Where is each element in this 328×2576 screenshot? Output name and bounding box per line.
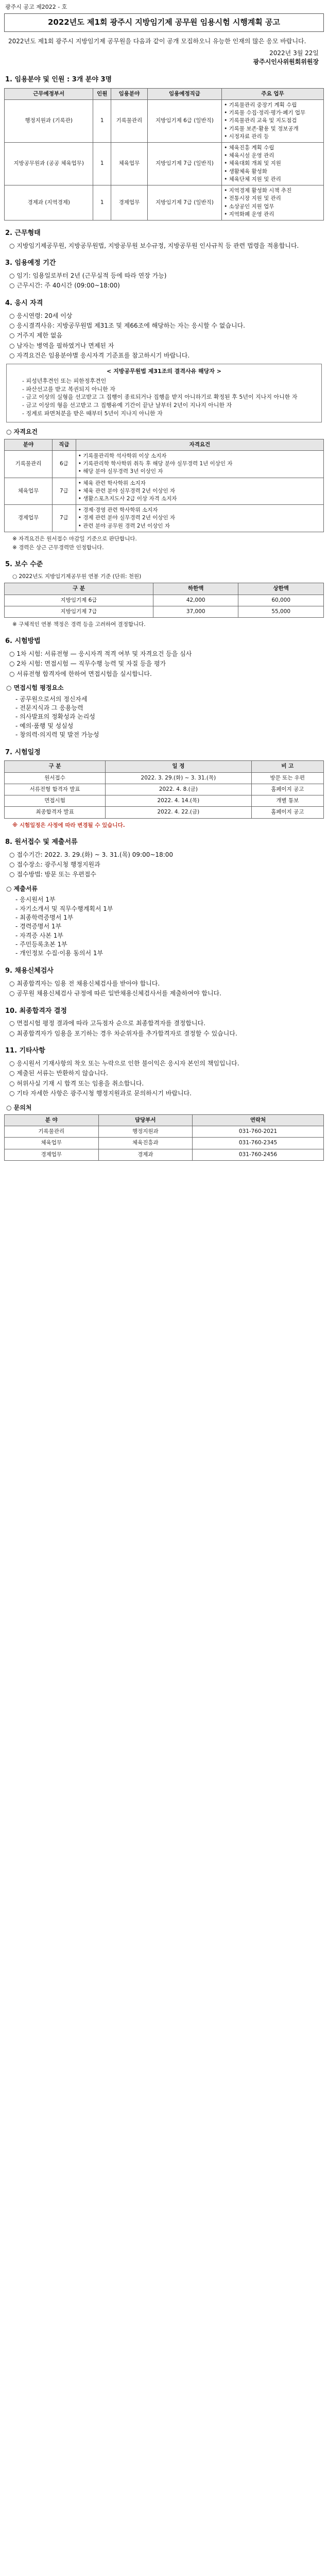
duties-cell (222, 185, 324, 221)
list-item: ○ 접수기간: 2022. 3. 29.(화) ~ 3. 31.(목) 09:00~18:00 (9, 851, 324, 859)
duty-item: • 기록물 수집·정리·평가·폐기 업무 (224, 110, 306, 116)
table-header-cell: 비 고 (251, 761, 323, 772)
date-cell: 2022. 3. 29.(화) ~ 3. 31.(목) (106, 772, 252, 784)
table-header-cell: 임용예정직급 (147, 88, 221, 99)
table-header-cell: 담당부서 (98, 1114, 193, 1126)
requirements-cell (76, 450, 323, 478)
section-9-heading: 9. 채용신체검사 (5, 967, 54, 975)
section-3-heading: 3. 임용예정 기간 (5, 259, 56, 267)
section-4-list (4, 312, 324, 361)
table-row (5, 595, 324, 606)
list-item: ○ 접수방법: 방문 또는 우편접수 (9, 870, 324, 879)
list-item: - 응시원서 1부 (15, 895, 324, 904)
dept-cell: 행정지원과 (98, 1126, 193, 1138)
requirement-item: • 기록관리학 학사학위 취득 후 해당 분야 실무경력 1년 이상인 자 (78, 461, 233, 467)
table-row (5, 478, 324, 505)
dept-cell: 경제과 (98, 1149, 193, 1160)
section-11-heading: 11. 기타사항 (5, 1047, 45, 1055)
duty-item: • 지역경제 활성화 시책 추진 (224, 188, 292, 194)
table-header-cell: 연락처 (193, 1114, 324, 1126)
list-item: - 피성년후견인 또는 피한정후견인 (22, 377, 317, 385)
requirement-item: • 관련 분야 공무원 경력 2년 이상인 자 (78, 522, 170, 529)
notice-page (0, 0, 328, 1170)
list-item: ○ 접수장소: 광주시청 행정지원과 (9, 860, 324, 869)
requirement-item: • 기록물관리학 석사학위 이상 소지자 (78, 452, 167, 459)
notice-org: 광주시인사위원회위원장 (253, 58, 319, 66)
tel-cell: 031-760-2345 (193, 1138, 324, 1149)
table-row (5, 185, 324, 221)
section-5-heading: 5. 보수 수준 (5, 561, 43, 569)
list-item: ○ 응시결격사유: 지방공무원법 제31조 및 제66조에 해당하는 자는 응시할 수 없습니다. (9, 321, 324, 330)
section-10-list (4, 1019, 324, 1038)
dept-cell: 지방공무원과 (공공 체육업무) (5, 143, 93, 185)
list-item: - 공무원으로서의 정신자세 (15, 695, 324, 704)
label-cell: 최종합격자 발표 (5, 807, 106, 818)
section-2-heading: 2. 근무형태 (5, 229, 41, 237)
table-header-cell: 상한액 (238, 583, 324, 595)
section-6-heading: 6. 시험방법 (5, 637, 41, 646)
requirements-cell (76, 505, 323, 532)
section-7-heading: 7. 시험일정 (5, 748, 41, 756)
tel-cell: 031-760-2456 (193, 1149, 324, 1160)
section-8-list (4, 851, 324, 879)
list-item: ○ 임기: 임용일로부터 2년 (근무실적 등에 따라 연장 가능) (9, 272, 324, 280)
notice-title: 2022년도 제1회 광주시 지방임기제 공무원 임용시험 시행계획 공고 (4, 13, 324, 32)
qualification-table (4, 439, 324, 532)
field-cell: 체육업무 (5, 1138, 99, 1149)
type-cell: 지방임기제 6급 (5, 595, 153, 606)
contact-table (4, 1114, 324, 1161)
list-item: - 창의력·의지력 및 발전 가능성 (15, 731, 324, 739)
salary-note: ※ 구체적인 연봉 책정은 경력 등을 고려하여 결정합니다. (12, 621, 146, 628)
section-8-heading: 8. 원서접수 및 제출서류 (5, 838, 78, 846)
list-item: - 개인정보 수집·이용 동의서 1부 (15, 949, 324, 958)
list-item: - 의사발표의 정확성과 논리성 (15, 713, 324, 721)
table-row (5, 795, 324, 807)
max-cell: 60,000 (238, 595, 324, 606)
duty-item: • 기록물관리 중장기 계획 수립 (224, 101, 297, 108)
section-3-list (4, 272, 324, 291)
type-cell: 지방임기제 7급 (5, 606, 153, 617)
notice-number: 광주시 공고 제2022 - 호 (5, 4, 67, 10)
note-line: ※ 경력은 상근 근무경력만 인정합니다. (12, 545, 104, 551)
list-item: - 파산선고를 받고 복권되지 아니한 자 (22, 385, 317, 394)
table-header-cell: 근무예정부서 (5, 88, 93, 99)
qualification-notes (4, 535, 324, 552)
date-cell: 2022. 4. 22.(금) (106, 807, 252, 818)
min-cell: 37,000 (153, 606, 238, 617)
grade-cell: 지방임기제 7급 (일반직) (147, 143, 221, 185)
section-6-list (4, 650, 324, 679)
disqualification-title: < 지방공무원법 제31조의 결격사유 해당자 > (107, 367, 221, 375)
duty-item: • 소상공인 지원 업무 (224, 203, 274, 210)
grade-cell: 지방임기제 6급 (일반직) (147, 99, 221, 142)
table-row (5, 1138, 324, 1149)
table-row (5, 784, 324, 795)
disqualification-box (6, 364, 322, 423)
date-cell: 2022. 4. 14.(목) (106, 795, 252, 807)
list-item: ○ 자격요건은 임용분야별 응시자격 기준표를 참고하시기 바랍니다. (9, 351, 324, 360)
list-item: - 징계로 파면처분을 받은 때부터 5년이 지나지 아니한 자 (22, 410, 317, 418)
notice-date: 2022년 3월 22일 (269, 49, 319, 57)
field-cell: 경제업무 (111, 185, 148, 221)
list-item: - 금고 이상의 형을 선고받고 그 집행유예 기간이 끝난 날부터 2년이 지나지 아니한 자 (22, 401, 317, 410)
duty-item: • 생활체육 활성화 (224, 168, 267, 175)
dept-cell: 행정지원과 (기록관) (5, 99, 93, 142)
duty-item: • 전통시장 지원 및 관리 (224, 195, 281, 202)
table-row (5, 606, 324, 617)
requirements-cell (76, 478, 323, 505)
label-cell: 면접시험 (5, 795, 106, 807)
note-cell: 개별 통보 (251, 795, 323, 807)
field-cell: 기록물관리 (5, 1126, 99, 1138)
duty-item: • 기록물 보존·활용 및 정보공개 (224, 125, 299, 132)
list-item: ○ 제출된 서류는 반환하지 않습니다. (9, 1069, 324, 1078)
label-cell: 서류전형 합격자 발표 (5, 784, 106, 795)
list-item: ○ 면접시험 평정 결과에 따라 고득점자 순으로 최종합격자를 결정합니다. (9, 1019, 324, 1028)
list-item: ○ 지방임기제공무원, 지방공무원법, 지방공무원 보수규정, 지방공무원 인사규칙 등 관련 법령을 적용합니다. (9, 242, 324, 250)
table-row (5, 1149, 324, 1160)
table-row (5, 1126, 324, 1138)
table-header-cell: 분 야 (5, 1114, 99, 1126)
notice-lead: 2022년도 제1회 광주시 지방임기제 공무원을 다음과 같이 공개 모집하오니 유능한 인재의 많은 응모 바랍니다. (8, 37, 306, 45)
table-header-cell: 자격요건 (76, 439, 323, 450)
table-row (5, 807, 324, 818)
table-row (5, 505, 324, 532)
requirement-item: • 해당 분야 실무경력 3년 이상인 자 (78, 468, 163, 475)
field-cell: 기록물관리 (111, 99, 148, 142)
list-item: - 주민등록초본 1부 (15, 940, 324, 949)
count-cell: 1 (93, 143, 111, 185)
section-1-heading: 1. 임용분야 및 인원 : 3개 분야 3명 (5, 75, 112, 83)
requirement-item: • 체육 관련 학사학위 소지자 (78, 480, 146, 486)
list-item: ○ 서류전형 합격자에 한하여 면접시험을 실시합니다. (9, 670, 324, 679)
dept-cell: 경제과 (지역경제) (5, 185, 93, 221)
duty-item: • 체육시설 운영 관리 (224, 152, 274, 159)
table-row (5, 772, 324, 784)
list-item: ○ 허위사실 기재 시 합격 또는 임용을 취소합니다. (9, 1079, 324, 1088)
list-item: - 경력증명서 1부 (15, 922, 324, 931)
list-item: ○ 거주지 제한 없음 (9, 331, 324, 340)
duty-item: • 지역화폐 운영 관리 (224, 211, 274, 217)
field-cell: 기록물관리 (5, 450, 53, 478)
note-cell: 홈페이지 공고 (251, 784, 323, 795)
schedule-note: ※ 시험일정은 사정에 따라 변경될 수 있습니다. (12, 822, 125, 828)
field-cell: 경제업무 (5, 1149, 99, 1160)
grade-cell: 7급 (53, 505, 76, 532)
count-cell: 1 (93, 99, 111, 142)
note-line: ※ 자격요건은 원서접수 마감일 기준으로 판단합니다. (12, 535, 137, 542)
schedule-table (4, 760, 324, 818)
list-item: - 전문지식과 그 응용능력 (15, 704, 324, 713)
documents-title: ○ 제출서류 (6, 885, 38, 892)
list-item: ○ 최종합격자가 임용을 포기하는 경우 차순위자를 추가합격자로 결정할 수 있습니다. (9, 1029, 324, 1038)
table-header-cell: 구 분 (5, 761, 106, 772)
salary-table (4, 583, 324, 618)
documents-list (4, 895, 324, 958)
field-cell: 체육업무 (111, 143, 148, 185)
list-item: ○ 공무원 채용신체검사 규정에 따른 일반채용신체검사서를 제출하여야 합니다. (9, 989, 324, 998)
field-cell: 체육업무 (5, 478, 53, 505)
duty-item: • 체육대회 개최 및 지원 (224, 160, 281, 167)
salary-caption: ○ 2022년도 지방임기제공무원 연봉 기준 (단위: 천원) (12, 573, 142, 580)
list-item: ○ 2차 시험: 면접시험 — 직무수행 능력 및 자질 등을 평가 (9, 659, 324, 668)
note-cell: 방문 또는 우편 (251, 772, 323, 784)
max-cell: 55,000 (238, 606, 324, 617)
contact-title: ○ 문의처 (6, 1104, 32, 1111)
table-header-cell: 하한액 (153, 583, 238, 595)
table-header-cell: 직급 (53, 439, 76, 450)
table-header-cell: 일 정 (106, 761, 252, 772)
list-item: - 금고 이상의 실형을 선고받고 그 집행이 종료되거나 집행을 받지 아니하기로 확정된 후 5년이 지나지 아니한 자 (22, 393, 317, 401)
grade-cell: 6급 (53, 450, 76, 478)
list-item: ○ 응시연령: 20세 이상 (9, 312, 324, 320)
list-item: - 자격증 사본 1부 (15, 931, 324, 940)
positions-table (4, 88, 324, 221)
grade-cell: 지방임기제 7급 (일반직) (147, 185, 221, 221)
table-row (5, 99, 324, 142)
list-item: - 자기소개서 및 직무수행계획서 1부 (15, 905, 324, 913)
duty-item: • 시정자료 관리 등 (224, 133, 269, 140)
list-item: ○ 응시원서 기재사항의 착오 또는 누락으로 인한 불이익은 응시자 본인의 책임입니다. (9, 1059, 324, 1068)
table-header-cell: 분야 (5, 439, 53, 450)
list-item: - 예의·품행 및 성실성 (15, 722, 324, 731)
qualification-caption: ○ 자격요건 (6, 428, 38, 436)
disqualification-list (11, 377, 317, 418)
label-cell: 원서접수 (5, 772, 106, 784)
list-item: - 최종학력증명서 1부 (15, 913, 324, 922)
min-cell: 42,000 (153, 595, 238, 606)
interview-criteria-title: ○ 면접시험 평정요소 (6, 684, 64, 692)
table-row (5, 450, 324, 478)
table-row (5, 143, 324, 185)
section-10-heading: 10. 최종합격자 결정 (5, 1007, 67, 1015)
requirement-item: • 생활스포츠지도사 2급 이상 자격 소지자 (78, 495, 177, 502)
grade-cell: 7급 (53, 478, 76, 505)
count-cell: 1 (93, 185, 111, 221)
interview-criteria-list (4, 695, 324, 740)
section-11-list (4, 1059, 324, 1098)
field-cell: 경제업무 (5, 505, 53, 532)
requirement-item: • 체육 관련 분야 실무경력 2년 이상인 자 (78, 487, 176, 494)
section-9-list (4, 979, 324, 998)
note-cell: 홈페이지 공고 (251, 807, 323, 818)
date-cell: 2022. 4. 8.(금) (106, 784, 252, 795)
list-item: ○ 근무시간: 주 40시간 (09:00~18:00) (9, 281, 324, 290)
table-header-cell: 인원 (93, 88, 111, 99)
table-header-cell: 주요 업무 (222, 88, 324, 99)
requirement-item: • 경제·경영 관련 학사학위 소지자 (78, 507, 158, 514)
section-4-heading: 4. 응시 자격 (5, 299, 43, 307)
list-item: ○ 최종합격자는 임용 전 채용신체검사를 받아야 합니다. (9, 979, 324, 988)
list-item: ○ 남자는 병역을 필하였거나 면제된 자 (9, 342, 324, 350)
duty-item: • 기록물관리 교육 및 지도점검 (224, 117, 297, 124)
table-header-cell: 임용분야 (111, 88, 148, 99)
duties-cell (222, 143, 324, 185)
duties-cell (222, 99, 324, 142)
tel-cell: 031-760-2021 (193, 1126, 324, 1138)
duty-item: • 체육단체 지원 및 관리 (224, 176, 281, 182)
duty-item: • 체육진흥 계획 수립 (224, 145, 274, 151)
requirement-item: • 경제 관련 분야 실무경력 2년 이상인 자 (78, 515, 176, 521)
section-2-list (4, 242, 324, 250)
dept-cell: 체육진흥과 (98, 1138, 193, 1149)
list-item: ○ 1차 시험: 서류전형 — 응시자격 적격 여부 및 자격요건 등을 심사 (9, 650, 324, 658)
table-header-cell: 구 분 (5, 583, 153, 595)
list-item: ○ 기타 자세한 사항은 광주시청 행정지원과로 문의하시기 바랍니다. (9, 1089, 324, 1098)
